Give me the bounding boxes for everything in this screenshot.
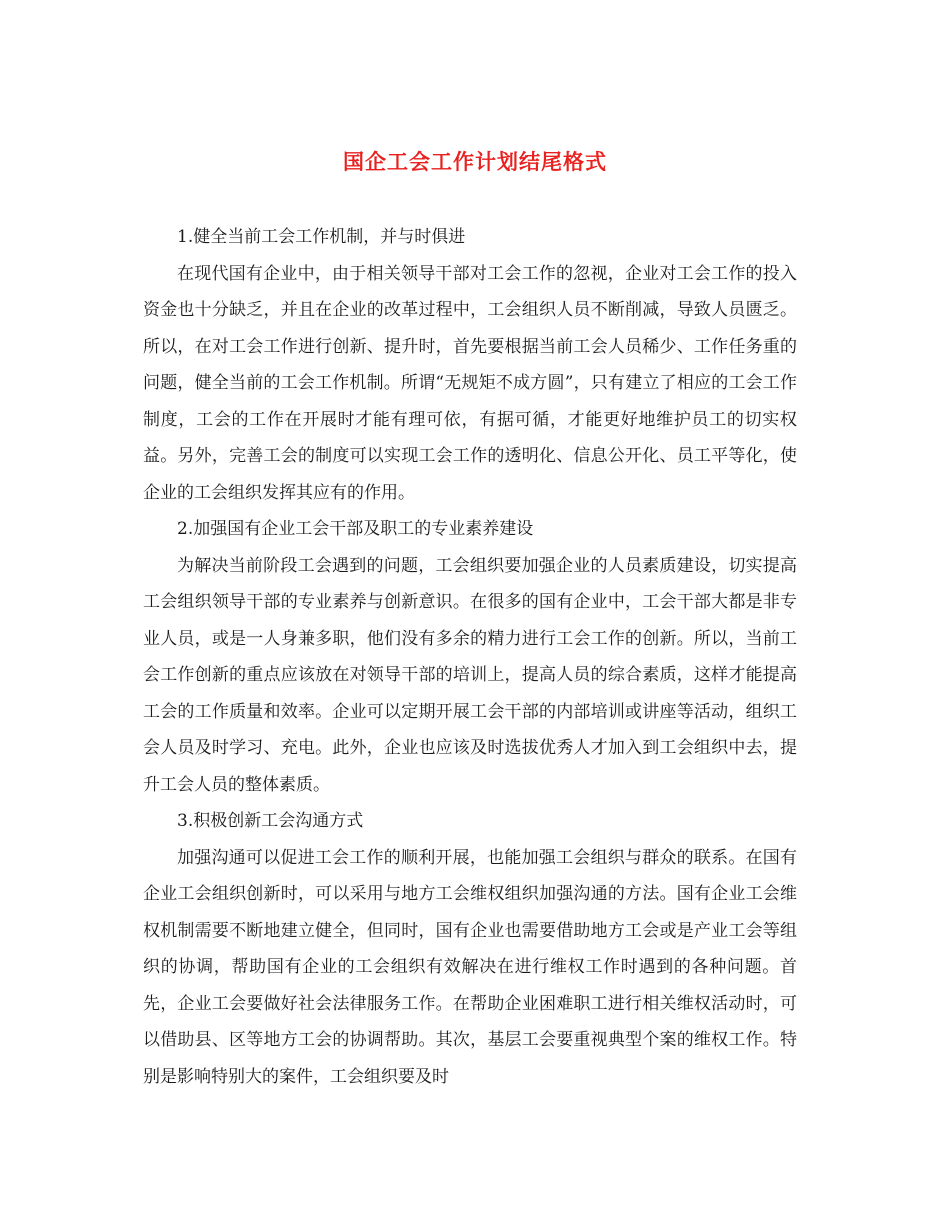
section-paragraph-1: 在现代国有企业中，由于相关领导干部对工会工作的忽视，企业对工会工作的投入资金也十分缺乏，并且在企业的改革过程中，工会组织人员不断削减，导致人员匮乏。所以，在对工会工作进行创新、提升时，首先要根据当前工会人员稀少、工作任务重的问题，健全当前的工会工作机制。所谓“无规矩不成方圆”，只有建立了相应的工会工作制度，工会的工作在开展时才能有理可依，有据可循，才能更好地维护员工的切实权益。另外，完善工会的制度可以实现工会工作的透明化、信息公开化、员工平等化，使企业的工会组织发挥其应有的作用。 [143, 263, 797, 503]
section-paragraph-3: 加强沟通可以促进工会工作的顺利开展，也能加强工会组织与群众的联系。在国有企业工会组织创新时，可以采用与地方工会维权组织加强沟通的方法。国有企业工会维权机制需要不断地建立健全，但同时，国有企业也需要借助地方工会或是产业工会等组织的协调，帮助国有企业的工会组织有效解决在进行维权工作时遇到的各种问题。首先，企业工会要做好社会法律服务工作。在帮助企业困难职工进行相关维权活动时，可以借助县、区等地方工会的协调帮助。其次，基层工会要重视典型个案的维权工作。特别是影响特别大的案件，工会组织要及时 [143, 847, 797, 1087]
document-title: 国企工会工作计划结尾格式 [343, 149, 607, 175]
section-heading-2: 2.加强国有企业工会干部及职工的专业素养建设 [177, 519, 534, 539]
document-body [143, 219, 797, 1095]
section-heading-3: 3.积极创新工会沟通方式 [177, 811, 364, 831]
section-heading-1: 1.健全当前工会工作机制，并与时俱进 [177, 227, 466, 247]
section-paragraph-2: 为解决当前阶段工会遇到的问题，工会组织要加强企业的人员素质建设，切实提高工会组织领导干部的专业素养与创新意识。在很多的国有企业中，工会干部大都是非专业人员，或是一人身兼多职，他们没有多余的精力进行工会工作的创新。所以，当前工会工作创新的重点应该放在对领导干部的培训上，提高人员的综合素质，这样才能提高工会的工作质量和效率。企业可以定期开展工会干部的内部培训或讲座等活动，组织工会人员及时学习、充电。此外，企业也应该及时选拔优秀人才加入到工会组织中去，提升工会人员的整体素质。 [143, 555, 797, 795]
